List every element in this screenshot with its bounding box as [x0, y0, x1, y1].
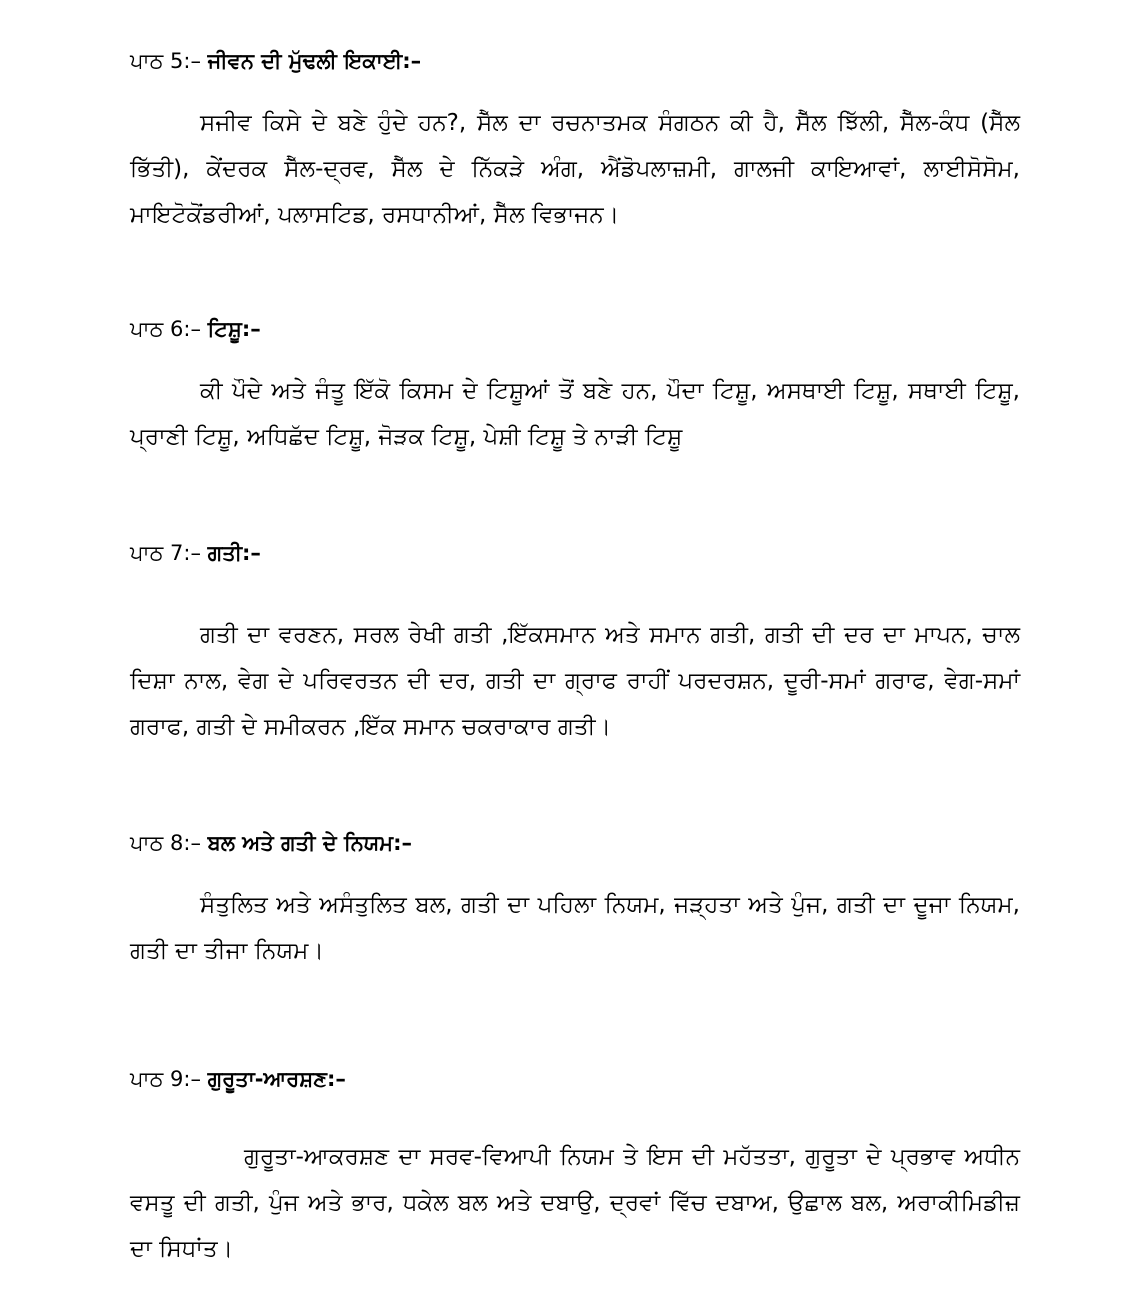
lesson-7-section: [130, 538, 1020, 750]
lesson-8-title: ਬਲ ਅਤੇ ਗਤੀ ਦੇ ਨਿਯਮ:–: [207, 831, 412, 855]
lesson-6-body: ਕੀ ਪੌਦੇ ਅਤੇ ਜੰਤੂ ਇੱਕੋ ਕਿਸਮ ਦੇ ਟਿਸ਼ੂਆਂ ਤੋਂ ਬਣੇ ਹਨ, ਪੌਦਾ ਟਿਸ਼ੂ, ਅਸਥਾਈ ਟਿਸ਼ੂ, ਸਥਾਈ ਟਿਸ਼ੂ, ਪ੍ਰਾਣੀ ਟਿਸ਼ੂ, ਅਧਿਛੱਦ ਟਿਸ਼ੂ, ਜੋੜਕ ਟਿਸ਼ੂ, ਪੇਸ਼ੀ ਟਿਸ਼ੂ ਤੇ ਨਾੜੀ ਟਿਸ਼ੂ: [130, 378, 1020, 450]
lesson-9-section: [130, 1064, 1020, 1272]
lesson-7-body: ਗਤੀ ਦਾ ਵਰਣਨ, ਸਰਲ ਰੇਖੀ ਗਤੀ ,ਇੱਕਸਮਾਨ ਅਤੇ ਸਮਾਨ ਗਤੀ, ਗਤੀ ਦੀ ਦਰ ਦਾ ਮਾਪਨ, ਚਾਲ ਦਿਸ਼ਾ ਨਾਲ, ਵੇਗ ਦੇ ਪਰਿਵਰਤਨ ਦੀ ਦਰ, ਗਤੀ ਦਾ ਗ੍ਰਾਫ ਰਾਹੀਂ ਪਰਦਰਸ਼ਨ, ਦੂਰੀ-ਸਮਾਂ ਗਰਾਫ, ਵੇਗ-ਸਮਾਂ ਗਰਾਫ, ਗਤੀ ਦੇ ਸਮੀਕਰਨ ,ਇੱਕ ਸਮਾਨ ਚਕਰਾਕਾਰ ਗਤੀ।: [130, 622, 1020, 740]
lesson-8-label: ਪਾਠ 8:–: [130, 831, 208, 855]
lesson-6-label: ਪਾਠ 6:–: [130, 317, 208, 341]
lesson-9-heading: [130, 1064, 1020, 1094]
lesson-5-section: [130, 46, 1020, 238]
lesson-7-label: ਪਾਠ 7:–: [130, 541, 208, 565]
lesson-7-title: ਗਤੀ:–: [207, 541, 261, 565]
lesson-7-heading: [130, 538, 1020, 568]
lesson-8-body: ਸੰਤੁਲਿਤ ਅਤੇ ਅਸੰਤੁਲਿਤ ਬਲ, ਗਤੀ ਦਾ ਪਹਿਲਾ ਨਿਯਮ, ਜੜ੍ਹਤਾ ਅਤੇ ਪੁੰਜ, ਗਤੀ ਦਾ ਦੂਜਾ ਨਿਯਮ, ਗਤੀ ਦਾ ਤੀਜਾ ਨਿਯਮ।: [130, 892, 1020, 964]
lesson-5-title: ਜੀਵਨ ਦੀ ਮੁੱਢਲੀ ਇਕਾਈ:–: [207, 49, 422, 73]
lesson-5-heading: [130, 46, 1020, 76]
lesson-9-body: ਗੁਰੂਤਾ-ਆਕਰਸ਼ਣ ਦਾ ਸਰਵ-ਵਿਆਪੀ ਨਿਯਮ ਤੇ ਇਸ ਦੀ ਮਹੱਤਤਾ, ਗੁਰੂਤਾ ਦੇ ਪ੍ਰਭਾਵ ਅਧੀਨ ਵਸਤੂ ਦੀ ਗਤੀ, ਪੁੰਜ ਅਤੇ ਭਾਰ, ਧਕੇਲ ਬਲ ਅਤੇ ਦਬਾਉ, ਦ੍ਰਵਾਂ ਵਿੱਚ ਦਬਾਅ, ਉਛਾਲ ਬਲ, ਅਰਾਕੀਮਿਡੀਜ਼ ਦਾ ਸਿਧਾਂਤ।: [130, 1144, 1020, 1262]
lesson-9-title: ਗੁਰੂਤਾ-ਆਰਸ਼ਣ:–: [207, 1067, 346, 1091]
lesson-6-heading: [130, 314, 1020, 344]
lesson-6-section: [130, 314, 1020, 460]
lesson-6-title: ਟਿਸ਼ੂ:–: [207, 317, 261, 341]
lesson-8-heading: [130, 828, 1020, 858]
lesson-9-label: ਪਾਠ 9:–: [130, 1067, 208, 1091]
lesson-8-section: [130, 828, 1020, 974]
lesson-5-label: ਪਾਠ 5:–: [130, 49, 208, 73]
lesson-5-body: ਸਜੀਵ ਕਿਸੇ ਦੇ ਬਣੇ ਹੁੰਦੇ ਹਨ?, ਸੈੱਲ ਦਾ ਰਚਨਾਤਮਕ ਸੰਗਠਨ ਕੀ ਹੈ, ਸੈੱਲ ਝਿੱਲੀ, ਸੈੱਲ-ਕੰਧ (ਸੈੱਲ ਭਿੱਤੀ), ਕੇਂਦਰਕ ਸੈੱਲ-ਦ੍ਰਵ, ਸੈੱਲ ਦੇ ਨਿੱਕੜੇ ਅੰਗ, ਐਂਡੋਪਲਾਜ਼ਮੀ, ਗਾਲਜੀ ਕਾਇਆਵਾਂ, ਲਾਈਸੋਸੋਮ, ਮਾਇਟੋਕੋਂਡਰੀਆਂ, ਪਲਾਸਟਿਡ, ਰਸਧਾਨੀਆਂ, ਸੈੱਲ ਵਿਭਾਜਨ।: [130, 110, 1020, 228]
